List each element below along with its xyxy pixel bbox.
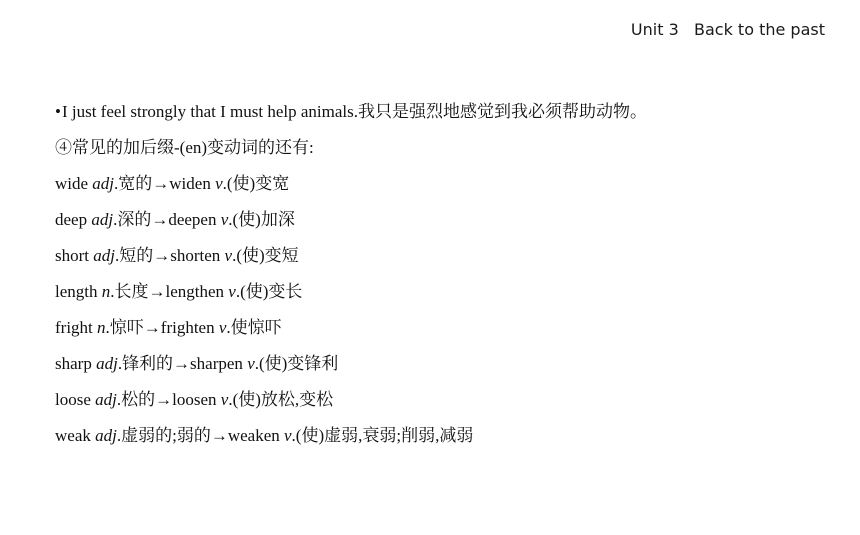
- word-base: short: [55, 246, 94, 265]
- word-meaning: .宽的→widen: [114, 174, 216, 193]
- word-meaning: .长度→lengthen: [110, 282, 229, 301]
- word-meaning: .短的→shorten: [114, 246, 225, 265]
- verb-meaning: .(使)变锋利: [254, 354, 339, 373]
- word-entry: [55, 172, 845, 208]
- word-entry: [55, 316, 845, 352]
- verb-meaning: .(使)变短: [232, 246, 299, 265]
- verb-meaning: .(使)变长: [235, 282, 303, 301]
- verb-meaning: .(使)加深: [228, 210, 295, 229]
- verb-pos: v: [220, 390, 229, 409]
- bullet-icon: •: [55, 102, 61, 121]
- verb-pos: v: [218, 318, 227, 337]
- word-base: length: [55, 282, 102, 301]
- verb-pos: v: [224, 246, 233, 265]
- content-body: [55, 100, 845, 460]
- word-meaning: .惊吓→frighten: [105, 318, 219, 337]
- verb-pos: v: [215, 174, 223, 193]
- word-base: weak: [55, 426, 96, 445]
- word-base: deep: [55, 210, 92, 229]
- word-base: loose: [55, 390, 96, 409]
- word-pos: adj: [95, 426, 117, 445]
- verb-pos: v: [228, 282, 236, 301]
- verb-pos: v: [247, 354, 255, 373]
- word-pos: adj: [92, 174, 115, 193]
- word-entry: [55, 244, 845, 280]
- section-intro: ④常见的加后缀-(en)变动词的还有:: [55, 138, 314, 157]
- word-pos: adj: [96, 354, 118, 373]
- verb-meaning: .(使)虚弱,衰弱;削弱,减弱: [291, 426, 474, 445]
- word-pos: adj: [95, 390, 117, 409]
- verb-pos: v: [284, 426, 292, 445]
- word-meaning: .锋利的→sharpen: [117, 354, 248, 373]
- word-base: sharp: [55, 354, 97, 373]
- header-title: Unit 3 Back to the past: [630, 20, 825, 39]
- word-base: wide: [55, 174, 93, 193]
- verb-meaning: .(使)变宽: [222, 174, 290, 193]
- word-meaning: .深的→deepen: [113, 210, 221, 229]
- word-meaning: .虚弱的;弱的→weaken: [116, 426, 284, 445]
- word-pos: adj: [93, 246, 115, 265]
- verb-pos: v: [220, 210, 229, 229]
- word-pos: adj: [91, 210, 114, 229]
- word-entry: [55, 388, 845, 424]
- verb-meaning: .(使)放松,变松: [228, 390, 334, 409]
- word-base: fright: [55, 318, 98, 337]
- word-meaning: .松的→loosen: [116, 390, 221, 409]
- verb-meaning: .使惊吓: [226, 318, 282, 337]
- word-entry: [55, 352, 845, 388]
- word-pos: n: [101, 282, 111, 301]
- bullet-sentence: [55, 100, 845, 136]
- word-entry: [55, 208, 845, 244]
- word-entry: [55, 280, 845, 316]
- bullet-sentence-text: I just feel strongly that I must help animals.我只是强烈地感觉到我必须帮助动物。: [61, 102, 647, 121]
- word-entry: [55, 424, 845, 460]
- word-pos: n: [97, 318, 106, 337]
